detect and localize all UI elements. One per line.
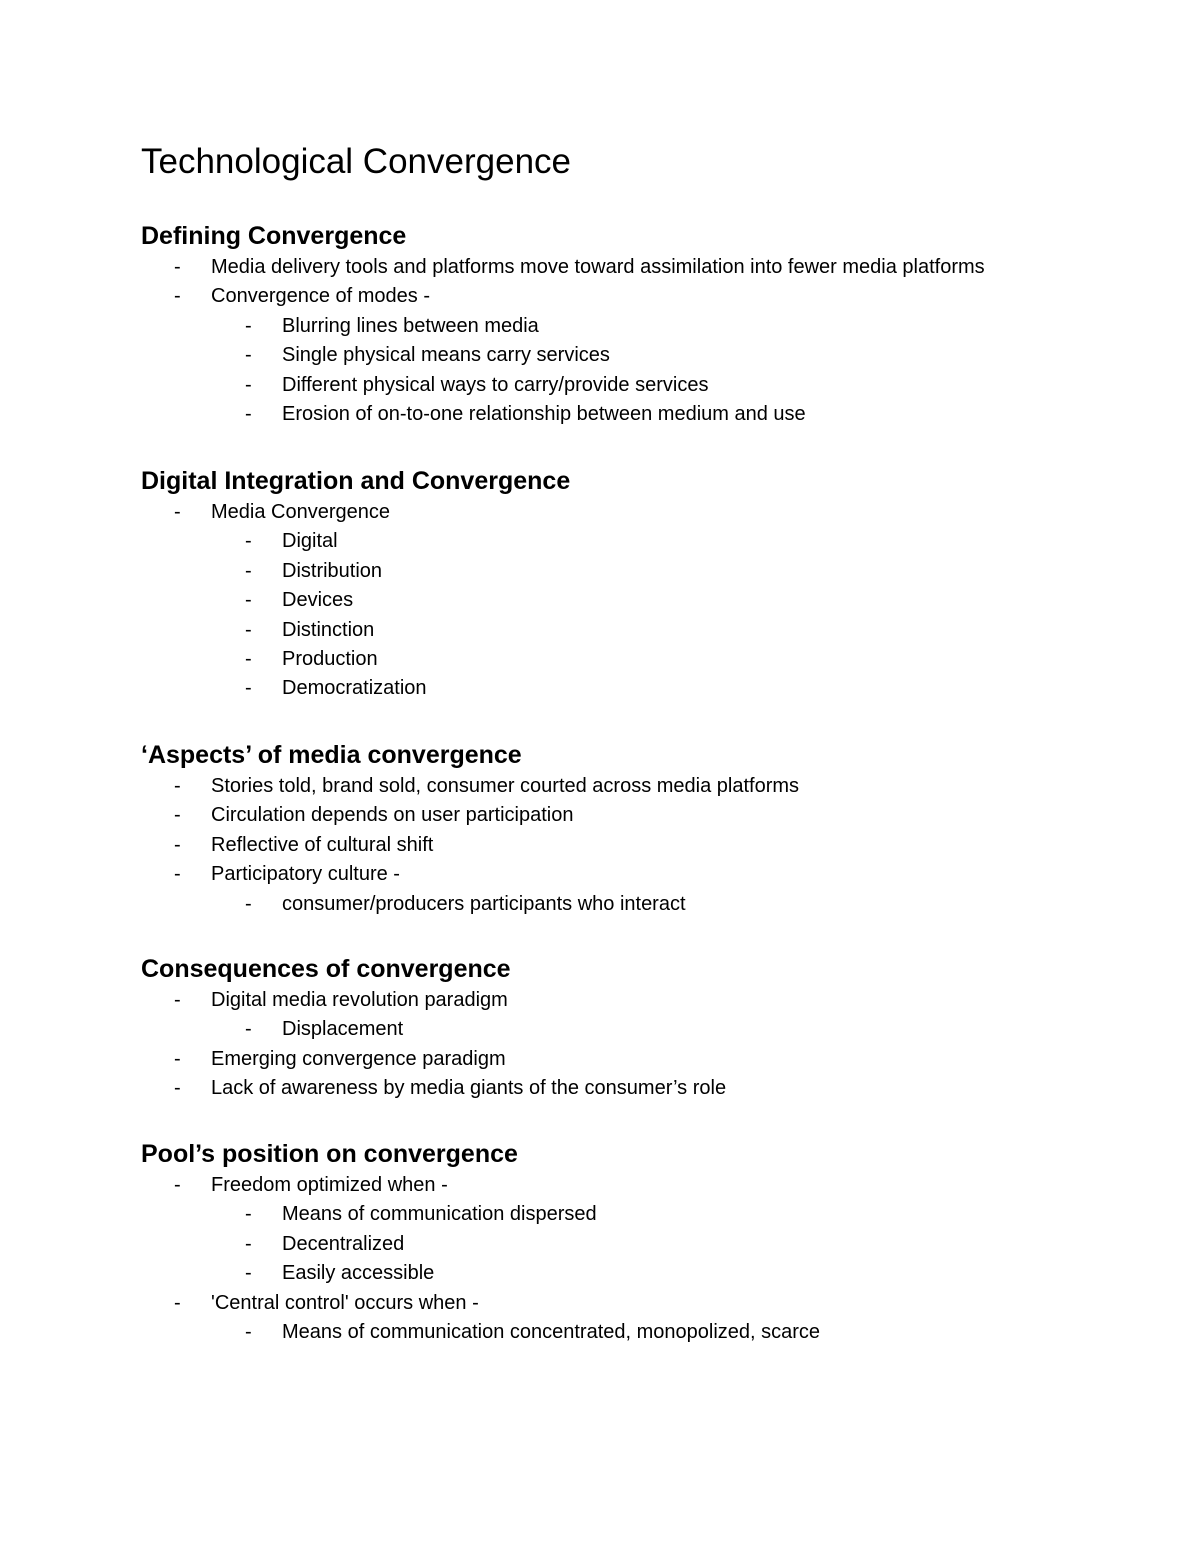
section-consequences-of-convergence bbox=[141, 952, 1141, 1104]
list-item-text: Production bbox=[282, 647, 378, 670]
bullet-dash: - bbox=[245, 1203, 252, 1226]
bullet-dash: - bbox=[245, 1320, 252, 1343]
sub-list-item bbox=[141, 645, 1141, 674]
list-item-text: Decentralized bbox=[282, 1232, 405, 1255]
list-item-text: Digital bbox=[282, 530, 338, 553]
list-item-text: Means of communication dispersed bbox=[282, 1203, 597, 1226]
section-defining-convergence bbox=[141, 219, 1141, 429]
list-item-text: Lack of awareness by media giants of the consumer’s role bbox=[211, 1077, 727, 1100]
list-item-text: Media delivery tools and platforms move toward assimilation into fewer media platforms bbox=[211, 256, 985, 278]
list-item-text: Digital media revolution paradigm bbox=[211, 989, 508, 1011]
section-heading: Consequences of convergence bbox=[141, 955, 511, 983]
bullet-dash: - bbox=[245, 314, 252, 337]
sub-list-item bbox=[141, 616, 1141, 645]
sub-list-item bbox=[141, 527, 1141, 556]
list-item-text: Emerging convergence paradigm bbox=[211, 1047, 506, 1070]
list-item-text: Democratization bbox=[282, 677, 427, 700]
sub-list-item bbox=[141, 371, 1141, 400]
list-item bbox=[141, 772, 1141, 801]
list-item-text: Single physical means carry services bbox=[282, 344, 610, 367]
bullet-dash: - bbox=[245, 589, 252, 612]
list-item-text: Distinction bbox=[282, 618, 375, 641]
section-pools-position bbox=[141, 1137, 1141, 1347]
bullet-dash: - bbox=[245, 1018, 252, 1041]
list-item-text: Participatory culture - bbox=[211, 863, 400, 886]
section-heading: Pool’s position on convergence bbox=[141, 1140, 518, 1168]
bullet-dash: - bbox=[245, 677, 252, 700]
sub-list-item bbox=[141, 586, 1141, 615]
sub-list-item bbox=[141, 400, 1141, 429]
list-item-text: Displacement bbox=[282, 1018, 404, 1041]
bullet-dash: - bbox=[174, 804, 181, 827]
list-item-text: Reflective of cultural shift bbox=[211, 833, 434, 856]
bullet-dash: - bbox=[174, 775, 181, 797]
bullet-dash: - bbox=[174, 833, 181, 856]
bullet-dash: - bbox=[245, 892, 252, 915]
bullet-dash: - bbox=[245, 559, 252, 582]
list-item bbox=[141, 831, 1141, 860]
sub-list-item bbox=[141, 1318, 1141, 1347]
list-item-text: Media Convergence bbox=[211, 501, 390, 523]
list-item bbox=[141, 801, 1141, 830]
sub-list-item bbox=[141, 1200, 1141, 1229]
bullet-dash: - bbox=[174, 1077, 181, 1100]
list-item-text: Means of communication concentrated, monopolized, scarce bbox=[282, 1320, 821, 1343]
sub-list-item bbox=[141, 341, 1141, 370]
sub-list-item bbox=[141, 1259, 1141, 1288]
section-heading: Defining Convergence bbox=[141, 222, 407, 250]
document-title: Technological Convergence bbox=[141, 142, 571, 181]
bullet-dash: - bbox=[174, 1174, 181, 1196]
bullet-dash: - bbox=[245, 618, 252, 641]
sub-list-item bbox=[141, 890, 1141, 919]
list-item bbox=[141, 1074, 1141, 1103]
list-item-text: consumer/producers participants who interact bbox=[282, 892, 686, 915]
sub-list-item bbox=[141, 1230, 1141, 1259]
section-aspects-of-media-convergence bbox=[141, 738, 1141, 919]
list-item-text: Stories told, brand sold, consumer courted across media platforms bbox=[211, 775, 800, 797]
bullet-dash: - bbox=[174, 863, 181, 886]
bullet-dash: - bbox=[174, 256, 181, 278]
bullet-dash: - bbox=[245, 1232, 252, 1255]
sub-list-item bbox=[141, 312, 1141, 341]
list-item bbox=[141, 253, 1141, 282]
list-item bbox=[141, 498, 1141, 527]
section-digital-integration bbox=[141, 464, 1141, 704]
section-heading: ‘Aspects’ of media convergence bbox=[141, 741, 522, 769]
bullet-dash: - bbox=[174, 1291, 181, 1314]
bullet-dash: - bbox=[245, 647, 252, 670]
bullet-dash: - bbox=[174, 285, 181, 308]
list-item bbox=[141, 1171, 1141, 1200]
bullet-dash: - bbox=[174, 501, 181, 523]
bullet-dash: - bbox=[174, 1047, 181, 1070]
bullet-dash: - bbox=[245, 530, 252, 553]
list-item-text: Distribution bbox=[282, 559, 383, 582]
sub-list-item bbox=[141, 674, 1141, 703]
list-item bbox=[141, 282, 1141, 311]
list-item-text: Blurring lines between media bbox=[282, 314, 539, 337]
sub-list-item bbox=[141, 557, 1141, 586]
list-item-text: Different physical ways to carry/provide services bbox=[282, 373, 709, 396]
bullet-dash: - bbox=[245, 402, 252, 425]
bullet-dash: - bbox=[245, 373, 252, 396]
list-item-text: 'Central control' occurs when - bbox=[211, 1291, 479, 1314]
bullet-dash: - bbox=[174, 989, 181, 1011]
list-item-text: Erosion of on-to-one relationship between medium and use bbox=[282, 402, 806, 425]
list-item-text: Circulation depends on user participation bbox=[211, 804, 574, 827]
list-item-text: Easily accessible bbox=[282, 1262, 435, 1285]
list-item-text: Devices bbox=[282, 589, 354, 612]
bullet-dash: - bbox=[245, 1262, 252, 1285]
list-item bbox=[141, 1045, 1141, 1074]
list-item bbox=[141, 986, 1141, 1015]
list-item-text: Convergence of modes - bbox=[211, 285, 431, 308]
sub-list-item bbox=[141, 1015, 1141, 1044]
list-item bbox=[141, 860, 1141, 889]
bullet-dash: - bbox=[245, 344, 252, 367]
list-item bbox=[141, 1289, 1141, 1318]
list-item-text: Freedom optimized when - bbox=[211, 1174, 448, 1196]
section-heading: Digital Integration and Convergence bbox=[141, 467, 571, 495]
